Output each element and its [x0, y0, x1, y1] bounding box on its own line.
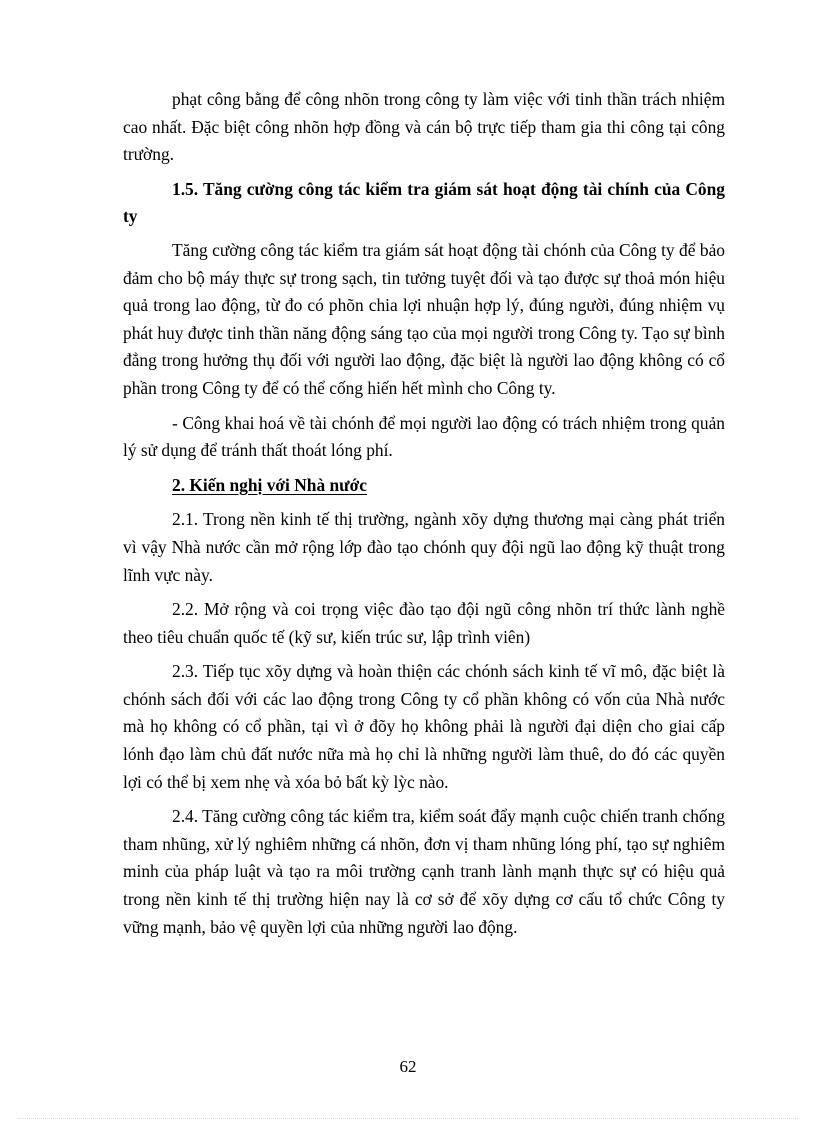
paragraph-2-3: 2.3. Tiếp tục xõy dựng và hoàn thiện các chónh sách kinh tế vĩ mô, đặc biệt là chónh sách đối với các lao động trong Công ty cổ phần không có vốn của Nhà nước mà họ không có cổ phần, tại vì ở đõy họ không phải là người đại diện cho giai cấp lónh đạo làm chủ đất nước nữa mà họ chỉ là những người làm thuê, do đó các quyền lợi có thể bị xem nhẹ và xóa bỏ bất kỳ lỳc nào.	[123, 661, 725, 792]
paragraph-2-4: 2.4. Tăng cường công tác kiểm tra, kiểm soát đẩy mạnh cuộc chiến tranh chống tham nhũng, xử lý nghiêm những cá nhõn, đơn vị tham nhũng lóng phí, tạo sự nghiêm minh của pháp luật và tạo ra môi trường cạnh tranh lành mạnh thực sự có hiệu quả trong nền kinh tế thị trường hiện nay là cơ sở để xõy dựng cơ cấu tổ chức Công ty vững mạnh, bảo vệ quyền lợi của những người lao động.	[123, 806, 725, 937]
footer-divider	[18, 1118, 798, 1119]
paragraph-intro: phạt công bằng để công nhõn trong công ty làm việc với tinh thần trách nhiệm cao nhất. Đặc biệt công nhõn hợp đồng và cán bộ trực tiếp tham gia thi công tại công trường.	[123, 89, 725, 165]
section-heading-2-text: 2. Kiến nghị với Nhà nước	[172, 474, 367, 495]
document-body	[123, 86, 725, 948]
paragraph-financial-transparency: - Công khai hoá về tài chónh để mọi người lao động có trách nhiệm trong quản lý sử dụng để tránh thất thoát lóng phí.	[123, 412, 725, 461]
section-heading-1-5: 1.5. Tăng cường công tác kiểm tra giám sát hoạt động tài chính của Công ty	[123, 178, 725, 227]
paragraph-2-1: 2.1. Trong nền kinh tế thị trường, ngành xõy dựng thương mại càng phát triển vì vậy Nhà nước cần mở rộng lớp đào tạo chónh quy đội ngũ lao động kỹ thuật trong lĩnh vực này.	[123, 509, 725, 585]
page-number: 62	[399, 1057, 417, 1076]
section-heading-2	[123, 472, 725, 500]
paragraph-1-5-body: Tăng cường công tác kiểm tra giám sát hoạt động tài chónh của Công ty để bảo đảm cho bộ máy thực sự trong sạch, tin tưởng tuyệt đối và tạo được sự thoả món hiệu quả trong lao động, từ đo có phõn chia lợi nhuận hợp lý, đúng người, đúng nhiệm vụ phát huy được tinh thần năng động sáng tạo của mọi người trong Công ty. Tạo sự bình đẳng trong hưởng thụ đối với người lao động, đặc biệt là người lao động không có cổ phần trong Công ty để có thể cống hiến hết mình cho Công ty.	[123, 239, 725, 398]
paragraph-2-2: 2.2. Mở rộng và coi trọng việc đào tạo đội ngũ công nhõn trí thức lành nghề theo tiêu chuẩn quốc tế (kỹ sư, kiến trúc sư, lập trình viên)	[123, 599, 725, 647]
